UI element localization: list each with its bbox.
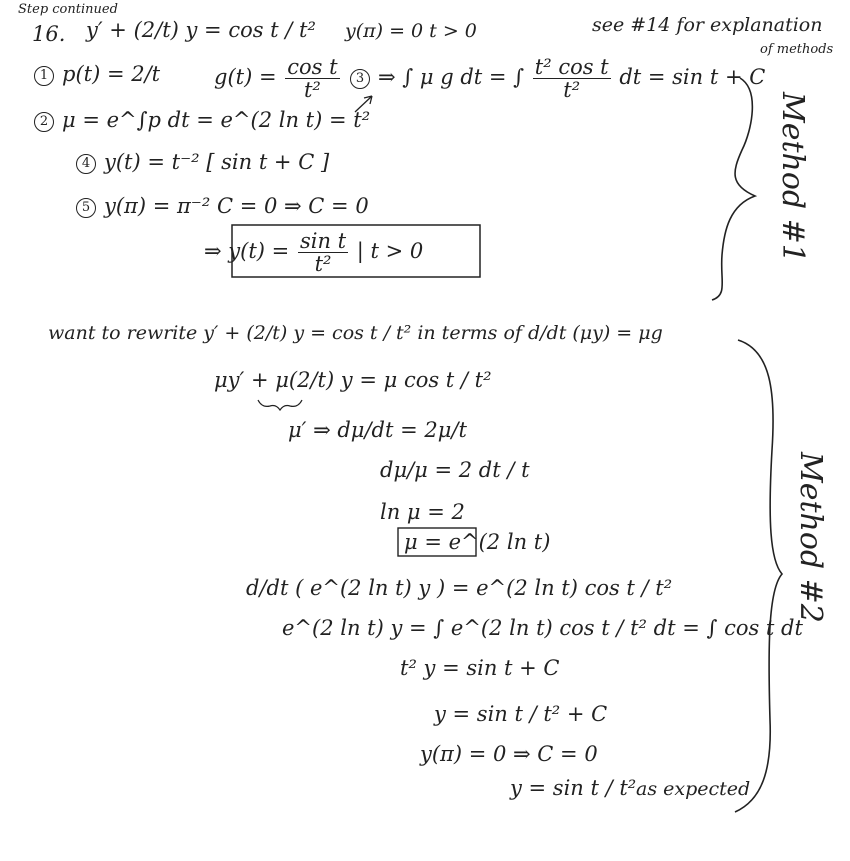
- method2-line3: dμ/μ = 2 dt / t: [380, 458, 530, 482]
- step1-p: p(t) = 2/t: [62, 62, 161, 86]
- g-den: t²: [303, 78, 321, 103]
- underbrace: [258, 400, 302, 410]
- step3: [350, 56, 765, 101]
- method2-intro: want to rewrite y′ + (2/t) y = cos t / t² in terms of d/dt (μy) = μg: [48, 322, 663, 344]
- method2-line9: y = sin t / t² + C: [434, 702, 608, 726]
- step1-g-fraction: [285, 56, 339, 101]
- see-note: see #14 for explanation: [592, 14, 823, 36]
- see-note-2: of methods: [760, 42, 834, 57]
- step1: [34, 62, 160, 86]
- step4-solution: y(t) = t⁻² [ sin t + C ]: [104, 150, 330, 174]
- step3-fraction: [533, 56, 611, 101]
- step1-g: [214, 56, 342, 101]
- step3-expr: ⇒ ∫ μ g dt = ∫: [378, 65, 525, 90]
- method2-label: Method #2: [793, 452, 828, 623]
- initial-condition: y(π) = 0 t > 0: [345, 20, 477, 42]
- final-condition: | t > 0: [356, 239, 424, 264]
- step4-number: 4: [76, 154, 96, 174]
- step2: [34, 108, 370, 132]
- as-expected-note: as expected: [636, 778, 751, 800]
- final-answer-method1: [204, 230, 423, 275]
- step1-number: 1: [34, 66, 54, 86]
- method2-line7: e^(2 ln t) y = ∫ e^(2 ln t) cos t / t² dt = ∫ cos t dt: [282, 616, 803, 640]
- step3-number: 3: [350, 69, 370, 89]
- final-den: t²: [314, 252, 332, 277]
- final-num: sin t: [299, 229, 347, 253]
- step2-mu: μ = e^∫p dt = e^(2 ln t) = t²: [62, 108, 371, 132]
- problem-number: 16.: [32, 22, 66, 46]
- method2-brace: [735, 340, 782, 812]
- continued-note: Step continued: [18, 2, 118, 17]
- method2-line10: y(π) = 0 ⇒ C = 0: [420, 742, 598, 766]
- step3-den: t²: [563, 78, 581, 103]
- final-arrow: ⇒: [204, 239, 222, 264]
- step1-g-label: g(t) =: [214, 65, 277, 90]
- ode-statement: y′ + (2/t) y = cos t / t²: [86, 18, 316, 42]
- final-lhs: y(t) =: [228, 239, 290, 264]
- method2-line2: μ′ ⇒ dμ/dt = 2μ/t: [288, 418, 467, 442]
- step2-number: 2: [34, 112, 54, 132]
- method2-line5: μ = e^(2 ln t): [404, 530, 551, 554]
- final-fraction: [298, 230, 348, 275]
- method1-label: Method #1: [775, 92, 810, 263]
- step5-ic: y(π) = π⁻² C = 0 ⇒ C = 0: [104, 194, 369, 218]
- method2-line6: d/dt ( e^(2 ln t) y ) = e^(2 ln t) cos t / t²: [246, 576, 673, 600]
- method2-line11: y = sin t / t²: [510, 776, 637, 800]
- g-num: cos t: [287, 55, 338, 79]
- method1-brace: [712, 78, 755, 300]
- step3-result: dt = sin t + C: [619, 65, 766, 90]
- step5: [76, 194, 369, 218]
- method2-line4: ln μ = 2: [380, 500, 465, 524]
- method2-line1: μy′ + μ(2/t) y = μ cos t / t²: [214, 368, 492, 392]
- step5-number: 5: [76, 198, 96, 218]
- method2-line8: t² y = sin t + C: [400, 656, 560, 680]
- step3-num: t² cos t: [534, 55, 609, 79]
- step4: [76, 150, 329, 174]
